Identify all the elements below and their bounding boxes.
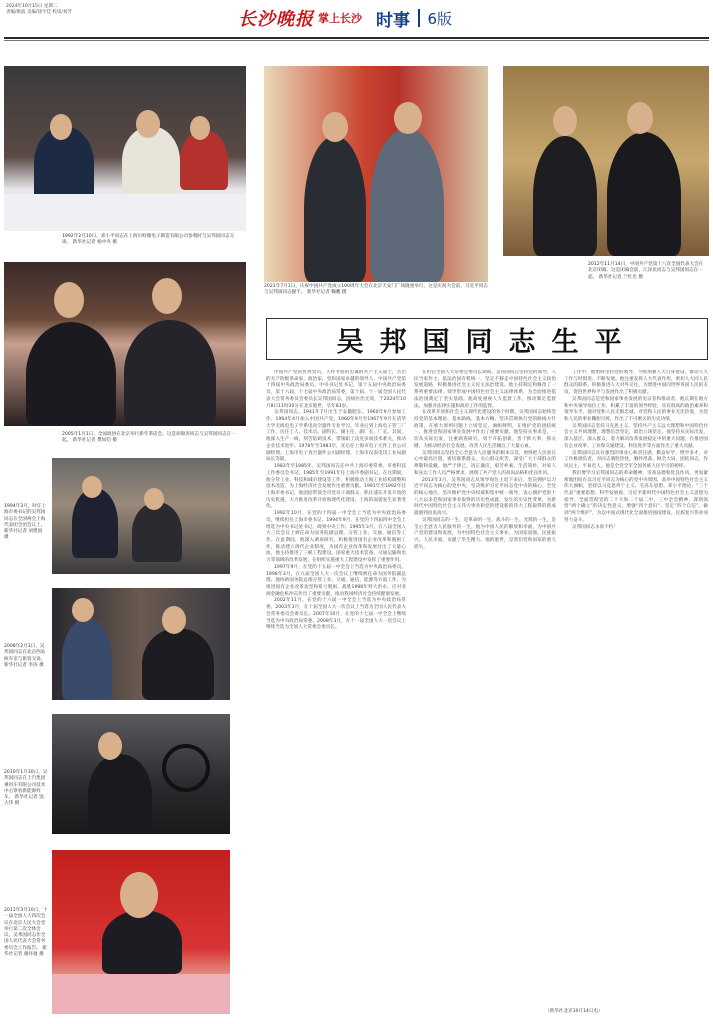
newspaper-logo: 长沙晚报 — [238, 9, 314, 30]
header-meta — [6, 4, 186, 16]
article-title — [266, 318, 708, 360]
photo-caption: 2011年3月10日，十一届全国人大四次会议在北京人民大会堂举行第二次全体会议。吴邦国同志作全国人民代表大会常务委员会工作报告。 新华社记者 谢环驰 摄 — [4, 908, 48, 958]
masthead-sub: 掌上长沙 — [318, 12, 362, 25]
photo-tea-party — [4, 262, 246, 426]
divider — [418, 9, 420, 27]
photo-caption: 2021年7月1日，庆祝中国共产党成立100周年大会在北京天安门广场隆重举行。这是庆祝大会前，习近平同志与吴邦国同志握手。 新华社记者 鞠鹏 摄 — [264, 284, 488, 296]
header-rule — [4, 37, 709, 39]
page-number: 6版 — [427, 9, 453, 28]
photo-railway-station — [52, 588, 230, 700]
photo-caption: 2012年11月14日，中国共产党第十八次全国代表大会在北京闭幕。这是闭幕会前，江泽民同志与吴邦国同志在一起。 新华社记者 兰红光 摄 — [588, 262, 704, 280]
photo-caption: 2010年1月30日，吴邦国同志在上汽集团乘用车有限公司技术中心察看新能源样车。 新华社记者 饶大伟 摄 — [4, 770, 48, 807]
photo-handshake — [264, 66, 488, 282]
photo-deng-visit — [4, 66, 246, 231]
article-column-2: 在担任全国人大常委会委员长期间，吴邦国同志坚持党的领导、人民当家作主、依法治国有机统一，坚定不移走中国特色社会主义政治发展道路，积极推进社会主义民主法治建设。他主持制定和修改了一系列重要法律，领导形成中国特色社会主义法律体系，为全面推进依法治国奠定了坚实基础。他高度重视人大监督工作，推动制定监督法，加强对法律实施和政府工作的监督。 在改革开放和社会主义现代化建设的各个时期，吴邦国同志始终坚持党的基本理论、基本路线、基本方略，坚决贯彻执行党的路线方针政策，在重大原则问题上立场坚定、旗帜鲜明，在维护党的团结统一、推进党和国家事业发展中作出了重要贡献。他坚持实事求是、一切从实际出发，注重调查研究，勇于开拓创新，善于抓大事、抓关键，为推动经济社会发展、改善人民生活倾注了大量心血。 吴邦国同志坚持全心全意为人民服务的根本宗旨，始终把人民放在心中最高位置，密切联系群众，关心群众疾苦，深受广大干部群众的尊敬和爱戴。他严于律己，清正廉洁，艰苦朴素，生活简朴，对家人和身边工作人员严格要求，展现了共产党人的高尚品格和优良作风。 2013年3月，吴邦国同志从领导岗位上退下来后，坚决拥护以习近平同志为核心的党中央，坚决维护习近平同志党中央的核心、全党的核心地位，坚决维护党中央权威和集中统一领导，衷心拥护党的十八大以来党和国家事业取得的历史性成就、发生的历史性变革，为新时代中国特色社会主义伟大事业和党的建设新的伟大工程取得的新成就感到由衷高兴。 吴邦国同志的一生，是革命的一生、战斗的一生、光辉的一生，是全心全意为人民服务的一生。他为中国人民的解放和幸福，为中国共产党的建设和发展，为中国特色社会主义事业，为国家富强、民族振兴、人民幸福，贡献了毕生精力。他的逝世，是我们党和国家的重大损失。 — [414, 370, 556, 550]
photo-jiang — [503, 66, 709, 256]
section-label: 时事 — [376, 10, 410, 31]
article-column-1: 中国共产党的优秀党员，久经考验的忠诚的共产主义战士，杰出的无产阶级革命家、政治家，党和国家卓越的领导人，中国共产党第十四届中央政治局委员，中央书记处书记，第十五届中央政治局委员，第十六届、十七届中央政治局常委，第十届、十一届全国人民代表大会常务委员会委员长吴邦国同志，因病医治无效，于2024年10月8日11时30分在北京逝世，享年83岁。 吴邦国同志，1941年7月出生于安徽肥东。1960年9月参加工作，1964年4月加入中国共产党。1960年9月至1967年9月在清华大学无线电电子学系电真空器件专业学习。毕业后到上海电子管三厂工作，历任工人、技术员、副科长、副主任、副厂长、厂长。其间，他深入生产一线，刻苦钻研技术，带领职工攻克多项技术难关，推动企业技术进步。1978年至1983年，先后任上海市电子元件工业公司副经理、上海市电子真空器件公司副经理、上海市仪表电讯工业局副局长等职。 1983年至1985年，吴邦国同志任中共上海市委常委、市委科技工作委员会书记。1985年至1991年任上海市委副书记。在这期间，他分管工业、科技和城市建设等工作，积极推动上海工业结构调整和技术改造，为上海经济社会发展作出重要贡献。1991年至1992年任上海市委书记，他团结带领全市党员干部群众，抓住浦东开发开放的历史机遇，大力推进改革开放和现代化建设，上海的面貌发生显著变化。 1992年10月，在党的十四届一中全会上当选为中央政治局委员，继续担任上海市委书记。1994年9月，在党的十四届四中全会上增选为中央书记处书记，调到中央工作。1995年3月，在八届全国人大三次会议上被任命为国务院副总理，分管工业、交通、通信等工作。在此期间，他深入调查研究，积极推进国有企业改革和脱困工作，推动建立现代企业制度，为国有企业改革和发展付出了大量心血。他主持推进了三峡工程建设、国家重大技术装备、交通运输和电力等领域的改革发展，在组织实施重大工程建设中发挥了重要作用。 1997年9月，在党的十五届一中全会上当选为中央政治局委员。1998年3月，在九届全国人大一次会议上继续被任命为国务院副总理。他协助国务院总理分管工业、交通、通信、能源等方面工作，为推进国有企业改革攻坚和扭亏脱困、战胜1998年特大洪水、应对亚洲金融危机冲击作出了重要贡献，推动我国经济社会持续健康发展。 2002年11月，在党的十六届一中全会上当选为中央政治局常委。2003年3月，在十届全国人大一次会议上当选为全国人民代表大会常务委员会委员长。2007年10月，在党的十七届一中全会上继续当选为中央政治局常委。2008年3月，在十一届全国人大一次会议上继续当选为全国人大常委会委员长。 — [266, 370, 406, 631]
photo-caption: 1994年3月，时任上海市委书记的吴邦国同志在全国两会上海代表团全团会议上。 新华社记者 刘建国 摄 — [4, 504, 47, 541]
title-text: 吴邦国同志生平 — [336, 326, 638, 358]
photo-caption: 1992年2月10日，邓小平同志在上海贝岭微电子制造有限公司参观时与吴邦国同志交谈。 新华社记者 杨中央 摄 — [62, 234, 235, 246]
photo-npc-delegation — [52, 458, 230, 574]
date-line: 2024年10月15日 星期二 — [6, 4, 58, 9]
masthead — [238, 5, 528, 31]
photo-npc-report — [52, 850, 230, 1014]
header-rule-thin — [4, 40, 709, 41]
article-credit: （新华社北京10月14日电） — [545, 1009, 603, 1014]
editor-line: 责编/耿波 美编/徐宇佳 校读/刘芳 — [6, 10, 72, 15]
article-column-3: 工作中，他始终坚持党的领导，不断加强人大自身建设，推动人大工作与时俱进、不断发展。他注重发挥人大代表作用，密切人大同人民群众的联系，积极推进人大对外交往，为增进中国同世界各国人民的友谊、促进世界和平与发展作出了积极贡献。 吴邦国同志是党和国家事业发展的见证者和推动者。他长期在地方和中央领导岗位工作，积累了丰富的领导经验，具有很高的政治素养和领导水平。他对党和人民无限忠诚，对党和人民的事业无比热爱，为党和人民的事业鞠躬尽瘁，作出了不可磨灭的历史功绩。 吴邦国同志坚持马克思主义，坚持共产主义远大理想和中国特色社会主义共同理想，理想信念坚定，政治立场坚定。他坚持从实际出发，深入基层、深入群众，着力解决改革发展稳定中的重大问题，在推进国有企业改革、工业和交通建设、科技进步等方面作出了重大贡献。 吴邦国同志具有强烈的事业心和责任感，勤奋好学，博学多才，对工作极端负责，对同志满腔热忱，胸怀坦荡，顾全大局，团结同志，作风民主，平易近人。他是全党全军全国各族人民学习的榜样。 我们要学习吴邦国同志的革命精神、崇高品德和优良作风，更加紧密地团结在以习近平同志为核心的党中央周围，高举中国特色社会主义伟大旗帜，坚持以马克思列宁主义、毛泽东思想、邓小平理论、“三个代表”重要思想、科学发展观、习近平新时代中国特色社会主义思想为指导，全面贯彻党的二十大和二十届二中、三中全会精神，深刻领悟“两个确立”的决定性意义，增强“四个意识”、坚定“四个自信”、做到“两个维护”，为以中国式现代化全面推进强国建设、民族复兴伟业而努力奋斗。 吴邦国同志永垂不朽！ — [564, 370, 708, 530]
photo-caption: 2008年2月3日，吴邦国同志在北京西站候车室与旅客交谈。 新华社记者 李涛 摄 — [4, 644, 46, 668]
photo-caption: 2005年1月1日，全国政协在北京举行新年茶话会。这是胡锦涛同志与吴邦国同志在一起。 新华社记者 樊如钧 摄 — [62, 432, 236, 444]
photo-car-interior — [52, 714, 230, 834]
